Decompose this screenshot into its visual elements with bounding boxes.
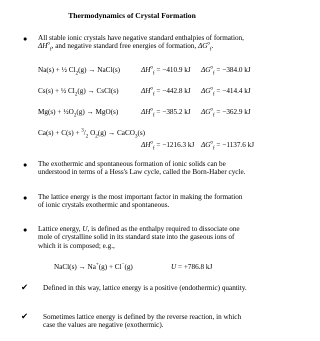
free-energy-value: $\Delta G^o_f = -414.4$ kJ [201, 86, 251, 98]
checkmark-icon: ✔ [21, 282, 29, 292]
page-title: Thermodynamics of Crystal Formation [68, 11, 196, 20]
free-energy-value: $\Delta G^o_f = -384.0$ kJ [201, 65, 251, 77]
bullet-icon: ● [23, 161, 28, 169]
lattice-importance-paragraph: The lattice energy is the most important factor in making the formation of ionic crystals exothermic and spontaneous. [38, 193, 243, 210]
reaction-equation: Cs(s) + ½ $Cl_2(g)$ → CsCl(s) [38, 87, 119, 98]
lattice-energy-value: U = +786.8 kJ [171, 263, 213, 271]
free-energy-value: $\Delta G^o_f = -1137.6$ kJ [201, 140, 255, 152]
intro-paragraph: All stable ionic crystals have negative standard enthalpies of formation, $\Delta H^o_f$, and negative standard free energies of formation, $\Delta G^o_f$. [38, 34, 244, 53]
reaction-equation: $Mg(s) + \frac{1}{2}O_2(g) \to MgO(s)$ [38, 108, 119, 119]
enthalpy-value: $\Delta H^o_f = -385.2$ kJ [141, 107, 191, 119]
bullet-icon: ● [23, 226, 28, 234]
dissociation-equation: NaCl(s) → Na+(g) + Cl−(g) [54, 262, 133, 271]
reaction-equation: Na(s) + ½ $Cl_2(g)$ → NaCl(s) [38, 66, 121, 77]
enthalpy-value: $\Delta H^o_f = -1216.3$ kJ [141, 140, 195, 152]
enthalpy-value: $\Delta H^o_f = -410.9$ kJ [141, 65, 191, 77]
positive-quantity-note: Defined in this way, lattice energy is a positive (endothermic) quantity. [43, 284, 247, 292]
free-energy-value: $\Delta G^o_f = -362.9$ kJ [201, 107, 251, 119]
bullet-icon: ● [23, 194, 28, 202]
bullet-icon: ● [23, 35, 28, 43]
reverse-definition-note: Sometimes lattice energy is defined by the reverse reaction, in which case the values are negative (exothermic). [43, 313, 242, 330]
reaction-equation: $Ca(s) + C(s) + ^3/_2$ $O_2(g)$ → CaCO$_3$(s) [38, 128, 146, 140]
born-haber-paragraph: The exothermic and spontaneous formation of ionic solids can be understood in terms of a Hess's Law cycle, called the Born-Haber cycle. [38, 160, 246, 177]
checkmark-icon: ✔ [21, 311, 29, 321]
enthalpy-value: $\Delta H^o_f = -442.8$ kJ [141, 86, 191, 98]
lattice-definition-paragraph: Lattice energy, U, is defined as the enthalpy required to dissociate one mole of crystalline solid in its standard state into the gaseous ions of which it is composed; e.g., [38, 225, 240, 250]
